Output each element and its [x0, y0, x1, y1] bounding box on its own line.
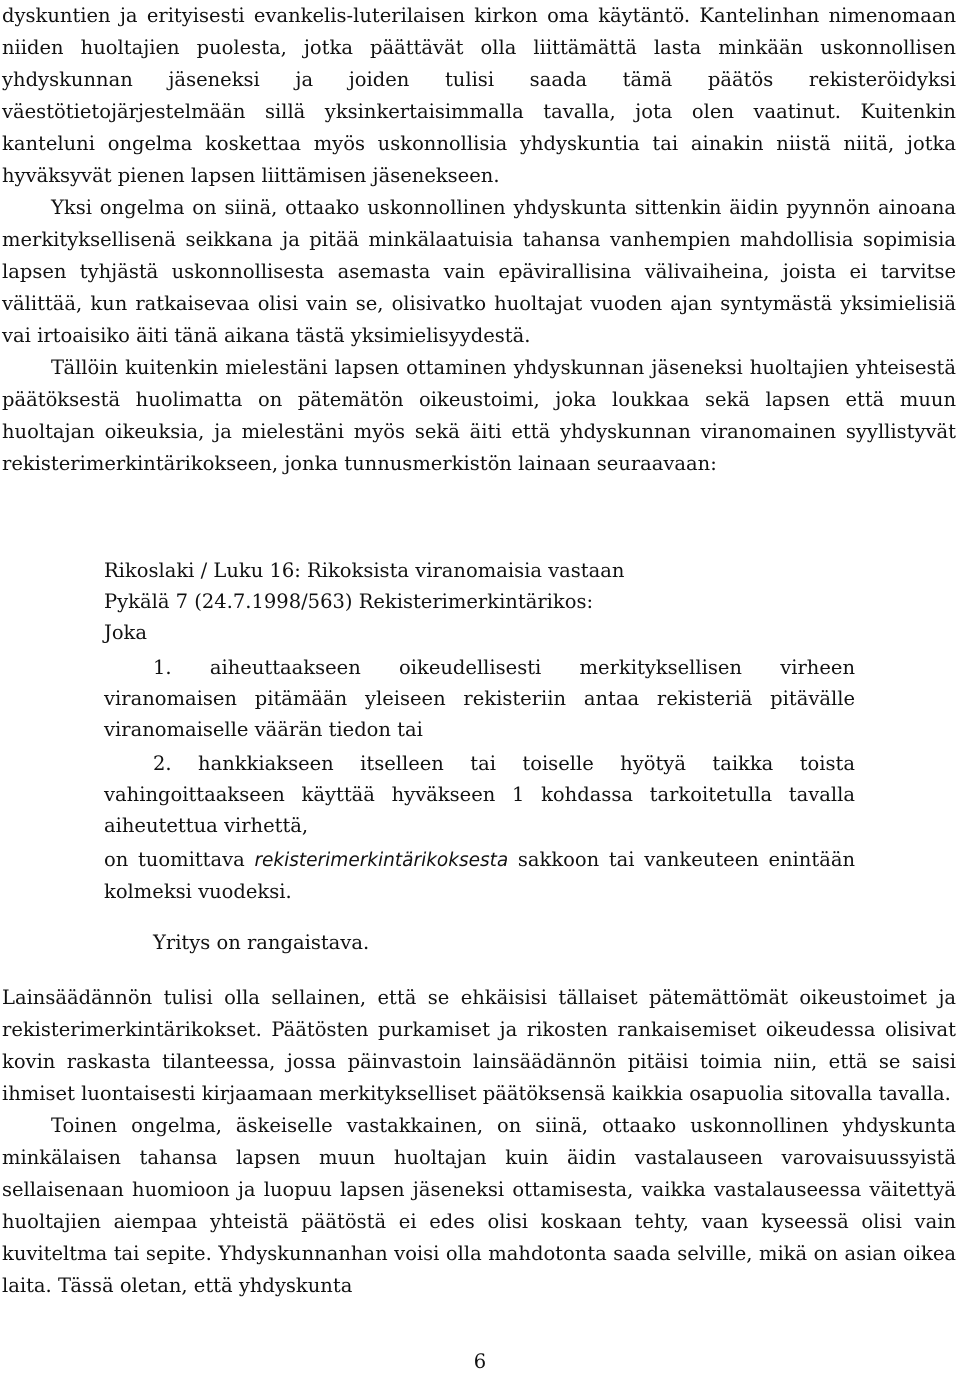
- paragraph-1: dyskuntien ja erityisesti evankelis-luterilaisen kirkon oma käytäntö. Kantelinhan nimenomaan niiden huoltajien puolesta, jotka päättävät olla liittämättä lasta minkään uskonnollisen yhdyskunnan jäseneksi ja joiden tulisi saada tämä päätös rekisteröidyksi väestötietojärjestelmään sillä yksinkertaisimmalla tavalla, jota olen vaatinut. Kuitenkin kanteluni ongelma koskettaa myös uskonnollisia yhdyskuntia tai ainakin niistä niitä, jotka hyväksyvät pienen lapsen liittämisen jäsenekseen.: [2, 4, 956, 187]
- quote-chapter-line: Rikoslaki / Luku 16: Rikoksista viranomaisia vastaan: [104, 559, 625, 582]
- quote-item-1: 1. aiheuttaakseen oikeudellisesti merkityksellisen virheen viranomaisen pitämään yleiseen rekisteriin antaa rekisteriä pitävälle viranomaiselle väärän tiedon tai: [104, 656, 855, 741]
- body-text-bottom: [2, 982, 956, 1302]
- law-quotation: [104, 555, 855, 958]
- quote-section-line: Pykälä 7 (24.7.1998/563) Rekisterimerkintärikos:: [104, 590, 594, 613]
- paragraph-4: Lainsäädännön tulisi olla sellainen, että se ehkäisisi tällaiset pätemättömät oikeustoimet ja rekisterimerkintärikokset. Päätösten purkamiset ja rikosten rankaisemiset oikeudessa olisivat kovin raskasta tilanteessa, jossa päinvastoin lainsäädännön pitäisi toimia niin, että se saisi ihmiset luontaisesti kirjaamaan merkitykselliset päätöksensä kaikkia osapuolia sitovalla tavalla.: [2, 986, 956, 1105]
- offence-name: rekisterimerkintärikoksesta: [254, 850, 509, 871]
- page-number: 6: [473, 1350, 487, 1373]
- paragraph-5: Toinen ongelma, äskeiselle vastakkainen, on siinä, ottaako uskonnollinen yhdyskunta minkälaisen tahansa lapsen muun huoltajan kuin äidin vastalauseen varovaisuussyistä sellaisenaan huomioon ja luopuu lapsen jäseneksi ottamisesta, vaikka vastalauseessa väitettyä huoltajien aiempaa yhteistä päätöstä ei edes olisi koskaan tehty, vaan kyseessä olisi vain kuviteltma tai sepite. Yhdyskunnanhan voisi olla mahdotonta saada selville, mikä on asian oikea laita. Tässä oletan, että yhdyskunta: [2, 1114, 956, 1297]
- quote-attempt-line: Yritys on rangaistava.: [153, 930, 370, 954]
- quote-joka-line: Joka: [104, 621, 147, 644]
- body-text-top: [2, 0, 956, 480]
- penalty-text-start: on tuomittava: [104, 848, 255, 871]
- penalty-text-end: sakkoon tai vankeuteen enintään kolmeksi vuodeksi.: [104, 848, 856, 903]
- quote-item-2: 2. hankkiakseen itselleen tai toiselle hyötyä taikka toista vahingoittaakseen käyttää hyväkseen 1 kohdassa tarkoitetulla tavalla aiheutettua virhettä,: [104, 752, 855, 837]
- paragraph-3: Tällöin kuitenkin mielestäni lapsen ottaminen yhdyskunnan jäseneksi huoltajien yhteisestä päätöksestä huolimatta on pätemätön oikeustoimi, joka loukkaa sekä lapsen että muun huoltajan oikeuksia, ja mielestäni myös sekä äiti että yhdyskunnan viranomainen syyllistyvät rekisterimerkintärikokseen, jonka tunnusmerkistön lainaan seuraavaan:: [2, 356, 956, 475]
- quote-penalty-text: [104, 844, 855, 907]
- paragraph-2: Yksi ongelma on siinä, ottaako uskonnollinen yhdyskunta sittenkin äidin pyynnön ainoana merkityksellisenä seikkana ja pitää minkälaatuisia tahansa vanhempien mahdollisia sopimisia lapsen tyhjästä uskonnollisesta asemasta vain epävirallisina välivaiheina, joista ei tarvitse välittää, kun ratkaisevaa olisi vain se, olisivatko huoltajat vuoden ajan syntymästä yksimielisiä vai irtoaisiko äiti tänä aikana tästä yksimielisyydestä.: [2, 196, 956, 347]
